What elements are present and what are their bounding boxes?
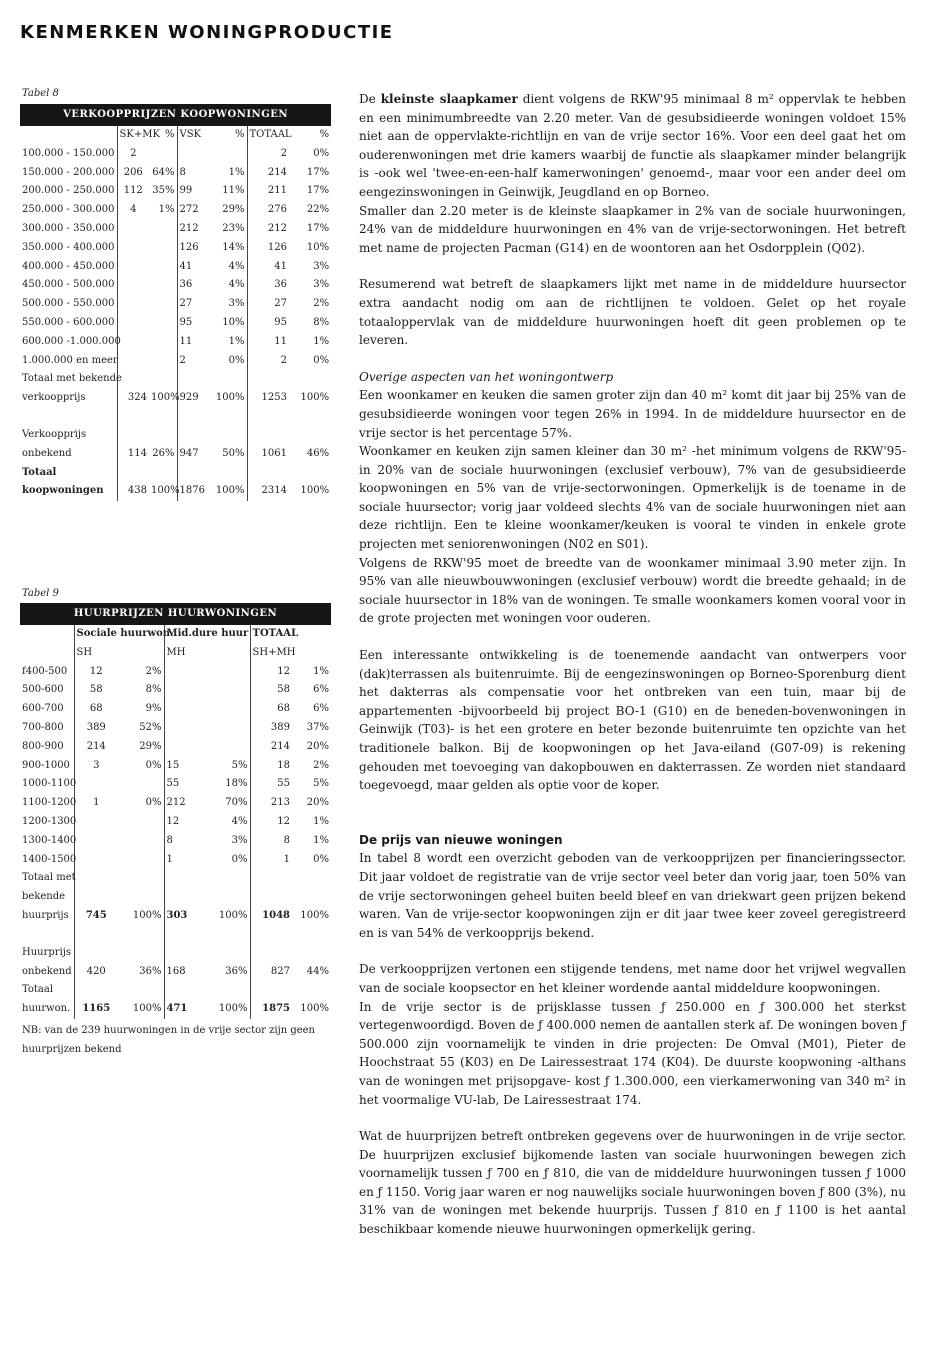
- table-cell: 4%: [228, 260, 245, 272]
- table-row: [20, 869, 331, 888]
- table-cell: 95: [247, 314, 289, 333]
- table-cell: 6%: [313, 703, 330, 715]
- table-cell: 0%: [231, 853, 248, 865]
- table-cell: 10%: [222, 316, 245, 328]
- table-cell: 99: [177, 182, 207, 201]
- row-label: 1000-1100: [22, 778, 77, 790]
- table-row: [20, 663, 331, 682]
- paragraph: De kleinste slaapkamer dient volgens de RKW'95 minimaal 8 m² oppervlak te hebben en een minimumbreedte van 2.20 meter. Van de gesubsidieerde woningen voldoet 15% niet aan de oppervlakte-richtlijn en van de vrije sector 16%. Voor een deel gaat het om ouderenwoningen met drie kamers waarbij de functie als slaapkamer minder belangrijk is -ook wel 'twee-en-een-half kamerwoningen' genoemd-, maar voor een ander deel om eengezinswoningen in Geinwijk, Jeugdland en op Borneo.: [359, 92, 906, 199]
- row-label: 700-800: [22, 721, 64, 733]
- paragraph: Een woonkamer en keuken die samen groter zijn dan 40 m² komt dit jaar bij 25% van de gesubsidieerde woningen voor tegen 26% in 1994. In de middeldure huursector en de vrije sector is het percentage 57%.: [359, 388, 906, 440]
- table-row: [20, 333, 331, 352]
- row-label: Totaal met: [22, 872, 76, 884]
- table-cell: 212: [164, 794, 206, 813]
- table-cell: 4: [117, 201, 149, 220]
- table-cell: 3%: [228, 298, 245, 310]
- table-cell: 1%: [313, 834, 330, 846]
- paragraph: Woonkamer en keuken zijn samen kleiner dan 30 m² -het minimum volgens de RKW'95- in 20% van de sociale huurwoningen (exclusief verbouw), 7% van de gesubsidieerde koopwoningen en 5% van de vrije-sectorwoningen. Opmerkelijk is de toename in de sociale huursector; vorig jaar voldeed slechts 4% van de sociale huurwoningen niet aan deze richtlijn. Een te kleine woonkamer/keuken is vooral te vinden in enkele grote projecten met seniorenwoningen (N02 en S01).: [359, 444, 906, 552]
- row-label: 800-900: [22, 740, 64, 752]
- table-row: huurprijs 745 100% 303 100% 1048 100%: [20, 907, 331, 926]
- table-cell: 11: [247, 333, 289, 352]
- table-cell: [149, 220, 177, 239]
- row-label: onbekend: [22, 447, 72, 459]
- table-cell: 5%: [231, 759, 248, 771]
- table-verkoopprijzen: [20, 104, 331, 501]
- table-cell: 23%: [222, 222, 245, 234]
- table-cell: 212: [177, 220, 207, 239]
- table-row: koopwoningen 438 100% 1876 100% 2314 100%: [20, 482, 331, 501]
- table-cell: [149, 352, 177, 371]
- table-cell: 20%: [306, 740, 330, 752]
- row-label: 500-600: [22, 684, 64, 696]
- table-cell: 29%: [139, 740, 162, 752]
- table-cell: 212: [247, 220, 289, 239]
- row-label: Huurprijs: [22, 946, 71, 958]
- table-cell: 1%: [313, 665, 330, 677]
- table-cell: [206, 738, 250, 757]
- table-cell: 2: [117, 145, 149, 164]
- table-cell: [206, 719, 250, 738]
- row-label: verkoopprijs: [22, 392, 86, 404]
- table-cell: 1%: [313, 815, 330, 827]
- table-row: onbekend 420 36% 168 36% 827 44%: [20, 963, 331, 982]
- table-cell: 14%: [222, 241, 245, 253]
- table-cell: 17%: [306, 222, 330, 234]
- paragraph: De verkoopprijzen vertonen een stijgende tendens, met name door het vrijwel wegvallen van de sociale koopsector en het kleiner wordende aantal middeldure koopwoningen.: [359, 962, 906, 995]
- col-header: %: [164, 129, 175, 140]
- paragraph: In tabel 8 wordt een overzicht geboden van de verkoopprijzen per financieringssector. Dit jaar voldoet de registratie van de vrije sector veel beter dan vorig jaar, toen 50% van de vrije sectorwoningen geheel buiten beeld bleef en van driekwart geen prijzen bekend waren. Van de vrije-sector koopwoningen zijn er dit jaar twee keer zoveel geregistreerd en is van 54% de verkoopprijs bekend.: [359, 851, 906, 940]
- table-cell: [164, 663, 206, 682]
- table-cell: [74, 775, 118, 794]
- table-cell: 18: [250, 757, 292, 776]
- col-group-header: TOTAAL: [250, 625, 331, 644]
- row-label: 200.000 - 250.000: [22, 185, 115, 197]
- table-cell: [149, 145, 177, 164]
- table-cell: 9%: [145, 703, 162, 715]
- paragraph: Volgens de RKW'95 moet de breedte van de woonkamer minimaal 3.90 meter zijn. In 95% van alle nieuwbouwwoningen (exclusief verbouw) wordt die breedte gehaald; in de sociale huursector in 18% van de woningen. Te smalle woonkamers komen vooral voor in de grote projecten met woningen voor ouderen.: [359, 555, 906, 626]
- table-cell: 55: [250, 775, 292, 794]
- col-header: %: [234, 129, 245, 140]
- row-label: 900-1000: [22, 759, 70, 771]
- table-cell: 4%: [228, 279, 245, 291]
- table-row: [20, 295, 331, 314]
- table-row: onbekend 114 26% 947 50% 1061 46%: [20, 445, 331, 464]
- table-cell: 1%: [228, 166, 245, 178]
- table-cell: 27: [247, 295, 289, 314]
- table-cell: 18%: [225, 778, 248, 790]
- row-label: 1100-1200: [22, 797, 77, 809]
- row-label: Totaal: [22, 466, 57, 478]
- table-cell: 2: [247, 352, 289, 371]
- table-cell: 12: [164, 813, 206, 832]
- table-cell: 2%: [313, 759, 330, 771]
- row-label: koopwoningen: [22, 485, 104, 497]
- table-row: [20, 738, 331, 757]
- table-cell: 2: [247, 145, 289, 164]
- table-row: [20, 944, 331, 963]
- table-cell: 22%: [306, 204, 330, 216]
- table-cell: 20%: [306, 797, 330, 809]
- table9-title: HUURPRIJZEN HUURWONINGEN: [20, 603, 331, 625]
- table-cell: [164, 738, 206, 757]
- table-cell: [206, 663, 250, 682]
- paragraph: Resumerend wat betreft de slaapkamers lijkt met name in de middeldure huursector extra aandacht nodig om aan de richtlijnen te voldoen. Gelet op het royale totaaloppervlak van de middeldure huurwoningen hoeft dit geen problemen op te leveren.: [359, 277, 906, 348]
- table-cell: 8%: [313, 316, 330, 328]
- table-cell: 126: [177, 239, 207, 258]
- table-cell: 8: [164, 832, 206, 851]
- table-cell: 276: [247, 201, 289, 220]
- table8-label: Tabel 8: [22, 88, 59, 99]
- col-group-header: Sociale huurwon.: [74, 625, 164, 644]
- table-cell: 1: [250, 851, 292, 870]
- table-cell: 0%: [313, 853, 330, 865]
- table-cell: 389: [250, 719, 292, 738]
- table9-note: NB: van de 239 huurwoningen in de vrije sector zijn geen huurprijzen bekend: [22, 1025, 315, 1055]
- table-cell: [206, 700, 250, 719]
- table-cell: [149, 239, 177, 258]
- table-cell: 2%: [313, 298, 330, 310]
- row-label: 150.000 - 200.000: [22, 166, 115, 178]
- table-cell: 213: [250, 794, 292, 813]
- table-row: [20, 276, 331, 295]
- table-cell: 12: [250, 813, 292, 832]
- table-cell: 214: [250, 738, 292, 757]
- row-label: 600-700: [22, 703, 64, 715]
- table-cell: 2: [177, 352, 207, 371]
- table-cell: [74, 832, 118, 851]
- table-cell: 112: [117, 182, 149, 201]
- table-cell: 1%: [158, 204, 175, 216]
- table-cell: 1%: [313, 335, 330, 347]
- table-row: [20, 794, 331, 813]
- table-cell: 1%: [228, 335, 245, 347]
- table-cell: 272: [177, 201, 207, 220]
- table-cell: 41: [247, 258, 289, 277]
- table-row: [20, 352, 331, 371]
- table9-group-header-row: [20, 625, 331, 644]
- table-cell: 68: [250, 700, 292, 719]
- table-row: [20, 370, 331, 389]
- table-row: [20, 258, 331, 277]
- table-cell: 0%: [313, 354, 330, 366]
- table-cell: 3%: [231, 834, 248, 846]
- emphasis: kleinste slaapkamer: [380, 92, 518, 106]
- paragraph: Smaller dan 2.20 meter is de kleinste slaapkamer in 2% van de sociale huurwoningen, 24% van de middeldure huurwoningen en 4% van de vrije-sectorwoningen. Het betreft met name de projecten Pacman (G14) en de woontoren aan het Osdorpplein (Q02).: [359, 203, 906, 255]
- paragraph: Wat de huurprijzen betreft ontbreken gegevens over de huurwoningen in de vrije sector. De huurprijzen exclusief bijkomende lasten van sociale huurwoningen bewegen zich voornamelijk tussen ƒ 700 en ƒ 810, die van de middeldure huurwoningen tussen ƒ 1000 en ƒ 1150. Vorig jaar waren er nog nauwelijks sociale huurwoningen boven ƒ 800 (3%), nu 31% van de woningen met bekende huurprijs. Tussen ƒ 810 en ƒ 1100 is het aantal beschikbaar komende nieuwe huurwoningen opmerkelijk gering.: [359, 1129, 906, 1237]
- table-cell: [206, 681, 250, 700]
- row-label: Verkoopprijs: [22, 428, 87, 440]
- table-cell: 389: [74, 719, 118, 738]
- table-row: [20, 220, 331, 239]
- table-cell: [74, 851, 118, 870]
- table-cell: 3: [74, 757, 118, 776]
- table-cell: [149, 276, 177, 295]
- table-cell: 64%: [152, 166, 175, 178]
- table-row: [20, 314, 331, 333]
- table-cell: [117, 352, 149, 371]
- table-cell: [118, 832, 164, 851]
- table-row: [20, 164, 331, 183]
- table-cell: 8: [250, 832, 292, 851]
- table-cell: [118, 775, 164, 794]
- row-label: 500.000 - 550.000: [22, 298, 115, 310]
- row-label: Totaal met bekende: [22, 373, 122, 385]
- table-cell: [117, 220, 149, 239]
- table-row: [20, 700, 331, 719]
- table-row: verkoopprijs 324 100% 929 100% 1253 100%: [20, 389, 331, 408]
- subheading: Overige aspecten van het woningontwerp: [359, 369, 614, 384]
- col-sub-header: SH: [74, 644, 164, 663]
- col-header: VSK: [177, 126, 207, 145]
- table-row: [20, 851, 331, 870]
- table-row: [20, 813, 331, 832]
- table-cell: [117, 333, 149, 352]
- row-label: 1300-1400: [22, 834, 77, 846]
- body-text-column: [359, 90, 906, 1239]
- col-sub-header: MH: [164, 644, 250, 663]
- table-cell: [164, 681, 206, 700]
- table-cell: [164, 700, 206, 719]
- table-row: [20, 719, 331, 738]
- table-cell: 0%: [313, 147, 330, 159]
- table-cell: 35%: [152, 185, 175, 197]
- table-cell: 68: [74, 700, 118, 719]
- table-cell: [177, 145, 207, 164]
- table-cell: [149, 333, 177, 352]
- table-cell: 70%: [225, 797, 248, 809]
- table-row: [20, 145, 331, 164]
- table-row: [20, 681, 331, 700]
- row-label: 400.000 - 450.000: [22, 260, 115, 272]
- table-cell: 3%: [313, 279, 330, 291]
- table-cell: 214: [247, 164, 289, 183]
- table-cell: 0%: [228, 354, 245, 366]
- table-cell: 8%: [145, 684, 162, 696]
- row-label: 300.000 - 350.000: [22, 222, 115, 234]
- table-cell: 55: [164, 775, 206, 794]
- col-sub-header: SH+MH: [250, 644, 331, 663]
- table-row: [20, 832, 331, 851]
- table-cell: [117, 314, 149, 333]
- table-cell: 41: [177, 258, 207, 277]
- table-cell: 37%: [306, 721, 330, 733]
- table-cell: [149, 314, 177, 333]
- row-label: 1.000.000 en meer: [22, 354, 118, 366]
- col-header: %: [319, 129, 330, 140]
- row-label: 600.000 -1.000.000: [22, 335, 121, 347]
- section-heading: De prijs van nieuwe woningen: [359, 832, 563, 847]
- table-cell: 58: [250, 681, 292, 700]
- page-title: KENMERKEN WONINGPRODUCTIE: [20, 22, 394, 43]
- table9-label: Tabel 9: [22, 588, 59, 599]
- table-cell: 17%: [306, 166, 330, 178]
- table8-title: VERKOOPPRIJZEN KOOPWONINGEN: [20, 104, 331, 126]
- table-cell: [118, 851, 164, 870]
- table-cell: 4%: [231, 815, 248, 827]
- table-cell: [117, 258, 149, 277]
- row-label: f400-500: [22, 665, 68, 677]
- table-row: [20, 757, 331, 776]
- table-row: [20, 182, 331, 201]
- table-row: [20, 464, 331, 483]
- row-label: Totaal: [22, 984, 54, 996]
- table9-sub-header-row: [20, 644, 331, 663]
- table-cell: 8: [177, 164, 207, 183]
- table-cell: 0%: [145, 759, 162, 771]
- table-cell: [207, 145, 247, 164]
- table-row: [20, 775, 331, 794]
- table-cell: 11: [177, 333, 207, 352]
- table-cell: 15: [164, 757, 206, 776]
- row-label: onbekend: [22, 965, 72, 977]
- table-cell: 3%: [313, 260, 330, 272]
- table-cell: [164, 719, 206, 738]
- table-cell: [149, 295, 177, 314]
- table-cell: [117, 276, 149, 295]
- row-label: 450.000 - 500.000: [22, 279, 115, 291]
- table-cell: 11%: [222, 185, 245, 197]
- table-huurprijzen: [20, 603, 331, 1019]
- paragraph: In de vrije sector is de prijsklasse tussen ƒ 250.000 en ƒ 300.000 het sterkst vertegenwoordigd. Boven de ƒ 400.000 nemen de aantallen sterk af. De woningen boven ƒ 500.000 zijn voornamelijk te vinden in drie projecten: De Omval (M01), Pieter de Hoochstraat 55 (K03) en De Lairessestraat 174 (K04). De duurste koopwoning -althans van de woningen met prijsopgave- kost ƒ 1.300.000, een vierkamerwoning van 340 m² in het voormalige VU-lab, De Lairessestraat 174.: [359, 999, 906, 1107]
- row-label: bekende: [22, 891, 66, 903]
- table-cell: 214: [74, 738, 118, 757]
- table-cell: 52%: [139, 721, 162, 733]
- table-cell: 126: [247, 239, 289, 258]
- table-cell: 58: [74, 681, 118, 700]
- table-row: [20, 201, 331, 220]
- table-cell: 27: [177, 295, 207, 314]
- table-cell: 36: [177, 276, 207, 295]
- table-row: [20, 981, 331, 1000]
- table-row: [20, 239, 331, 258]
- table-cell: 6%: [313, 684, 330, 696]
- table-cell: 17%: [306, 185, 330, 197]
- table-cell: [118, 813, 164, 832]
- row-label: 1200-1300: [22, 815, 77, 827]
- table-row: [20, 426, 331, 445]
- table-cell: [74, 813, 118, 832]
- table-cell: 0%: [145, 797, 162, 809]
- row-label: huurwon.: [22, 1003, 71, 1015]
- table-row: [20, 888, 331, 907]
- table-row: huurwon. 1165 100% 471 100% 1875 100%: [20, 1000, 331, 1019]
- table-cell: 5%: [313, 778, 330, 790]
- paragraph: Een interessante ontwikkeling is de toenemende aandacht van ontwerpers voor (dak)terrassen als buitenruimte. Bij de eengezinswoningen op Borneo-Sporenburg dient het dakterras als compensatie voor het ontbreken van een tuin, maar bij de appartementen -bijvoorbeeld bij project BO-1 (G10) en de beneden-bovenwoningen in Geinwijk (T03)- is het een grotere en beter bezonde buitenruimte ten opzichte van het traditionele balkon. Bij de koopwoningen op het Java-eiland (G07-09) is rekening gehouden met toevoeging van dakopbouwen en dakterrassen. Ze worden niet standaard toegevoegd, maar gelden als optie voor de koper.: [359, 648, 906, 793]
- table-cell: 206: [117, 164, 149, 183]
- table-cell: [117, 295, 149, 314]
- row-label: 1400-1500: [22, 853, 77, 865]
- table-cell: 29%: [222, 204, 245, 216]
- table-cell: 10%: [306, 241, 330, 253]
- row-label: 250.000 - 300.000: [22, 204, 115, 216]
- table-cell: 211: [247, 182, 289, 201]
- row-label: 350.000 - 400.000: [22, 241, 115, 253]
- col-group-header: Mid.dure huur: [164, 625, 250, 644]
- table-cell: 95: [177, 314, 207, 333]
- table8-header-row: [20, 126, 331, 145]
- row-label: 100.000 - 150.000: [22, 147, 115, 159]
- table-cell: 12: [74, 663, 118, 682]
- table-cell: 1: [74, 794, 118, 813]
- table-cell: 2%: [145, 665, 162, 677]
- row-label: huurprijs: [22, 909, 69, 921]
- table-cell: 1: [164, 851, 206, 870]
- table-cell: [149, 258, 177, 277]
- col-header: SK+MK: [117, 126, 149, 145]
- col-header: TOTAAL: [247, 126, 289, 145]
- row-label: 550.000 - 600.000: [22, 316, 115, 328]
- table-cell: 12: [250, 663, 292, 682]
- table-cell: 36: [247, 276, 289, 295]
- table-cell: [117, 239, 149, 258]
